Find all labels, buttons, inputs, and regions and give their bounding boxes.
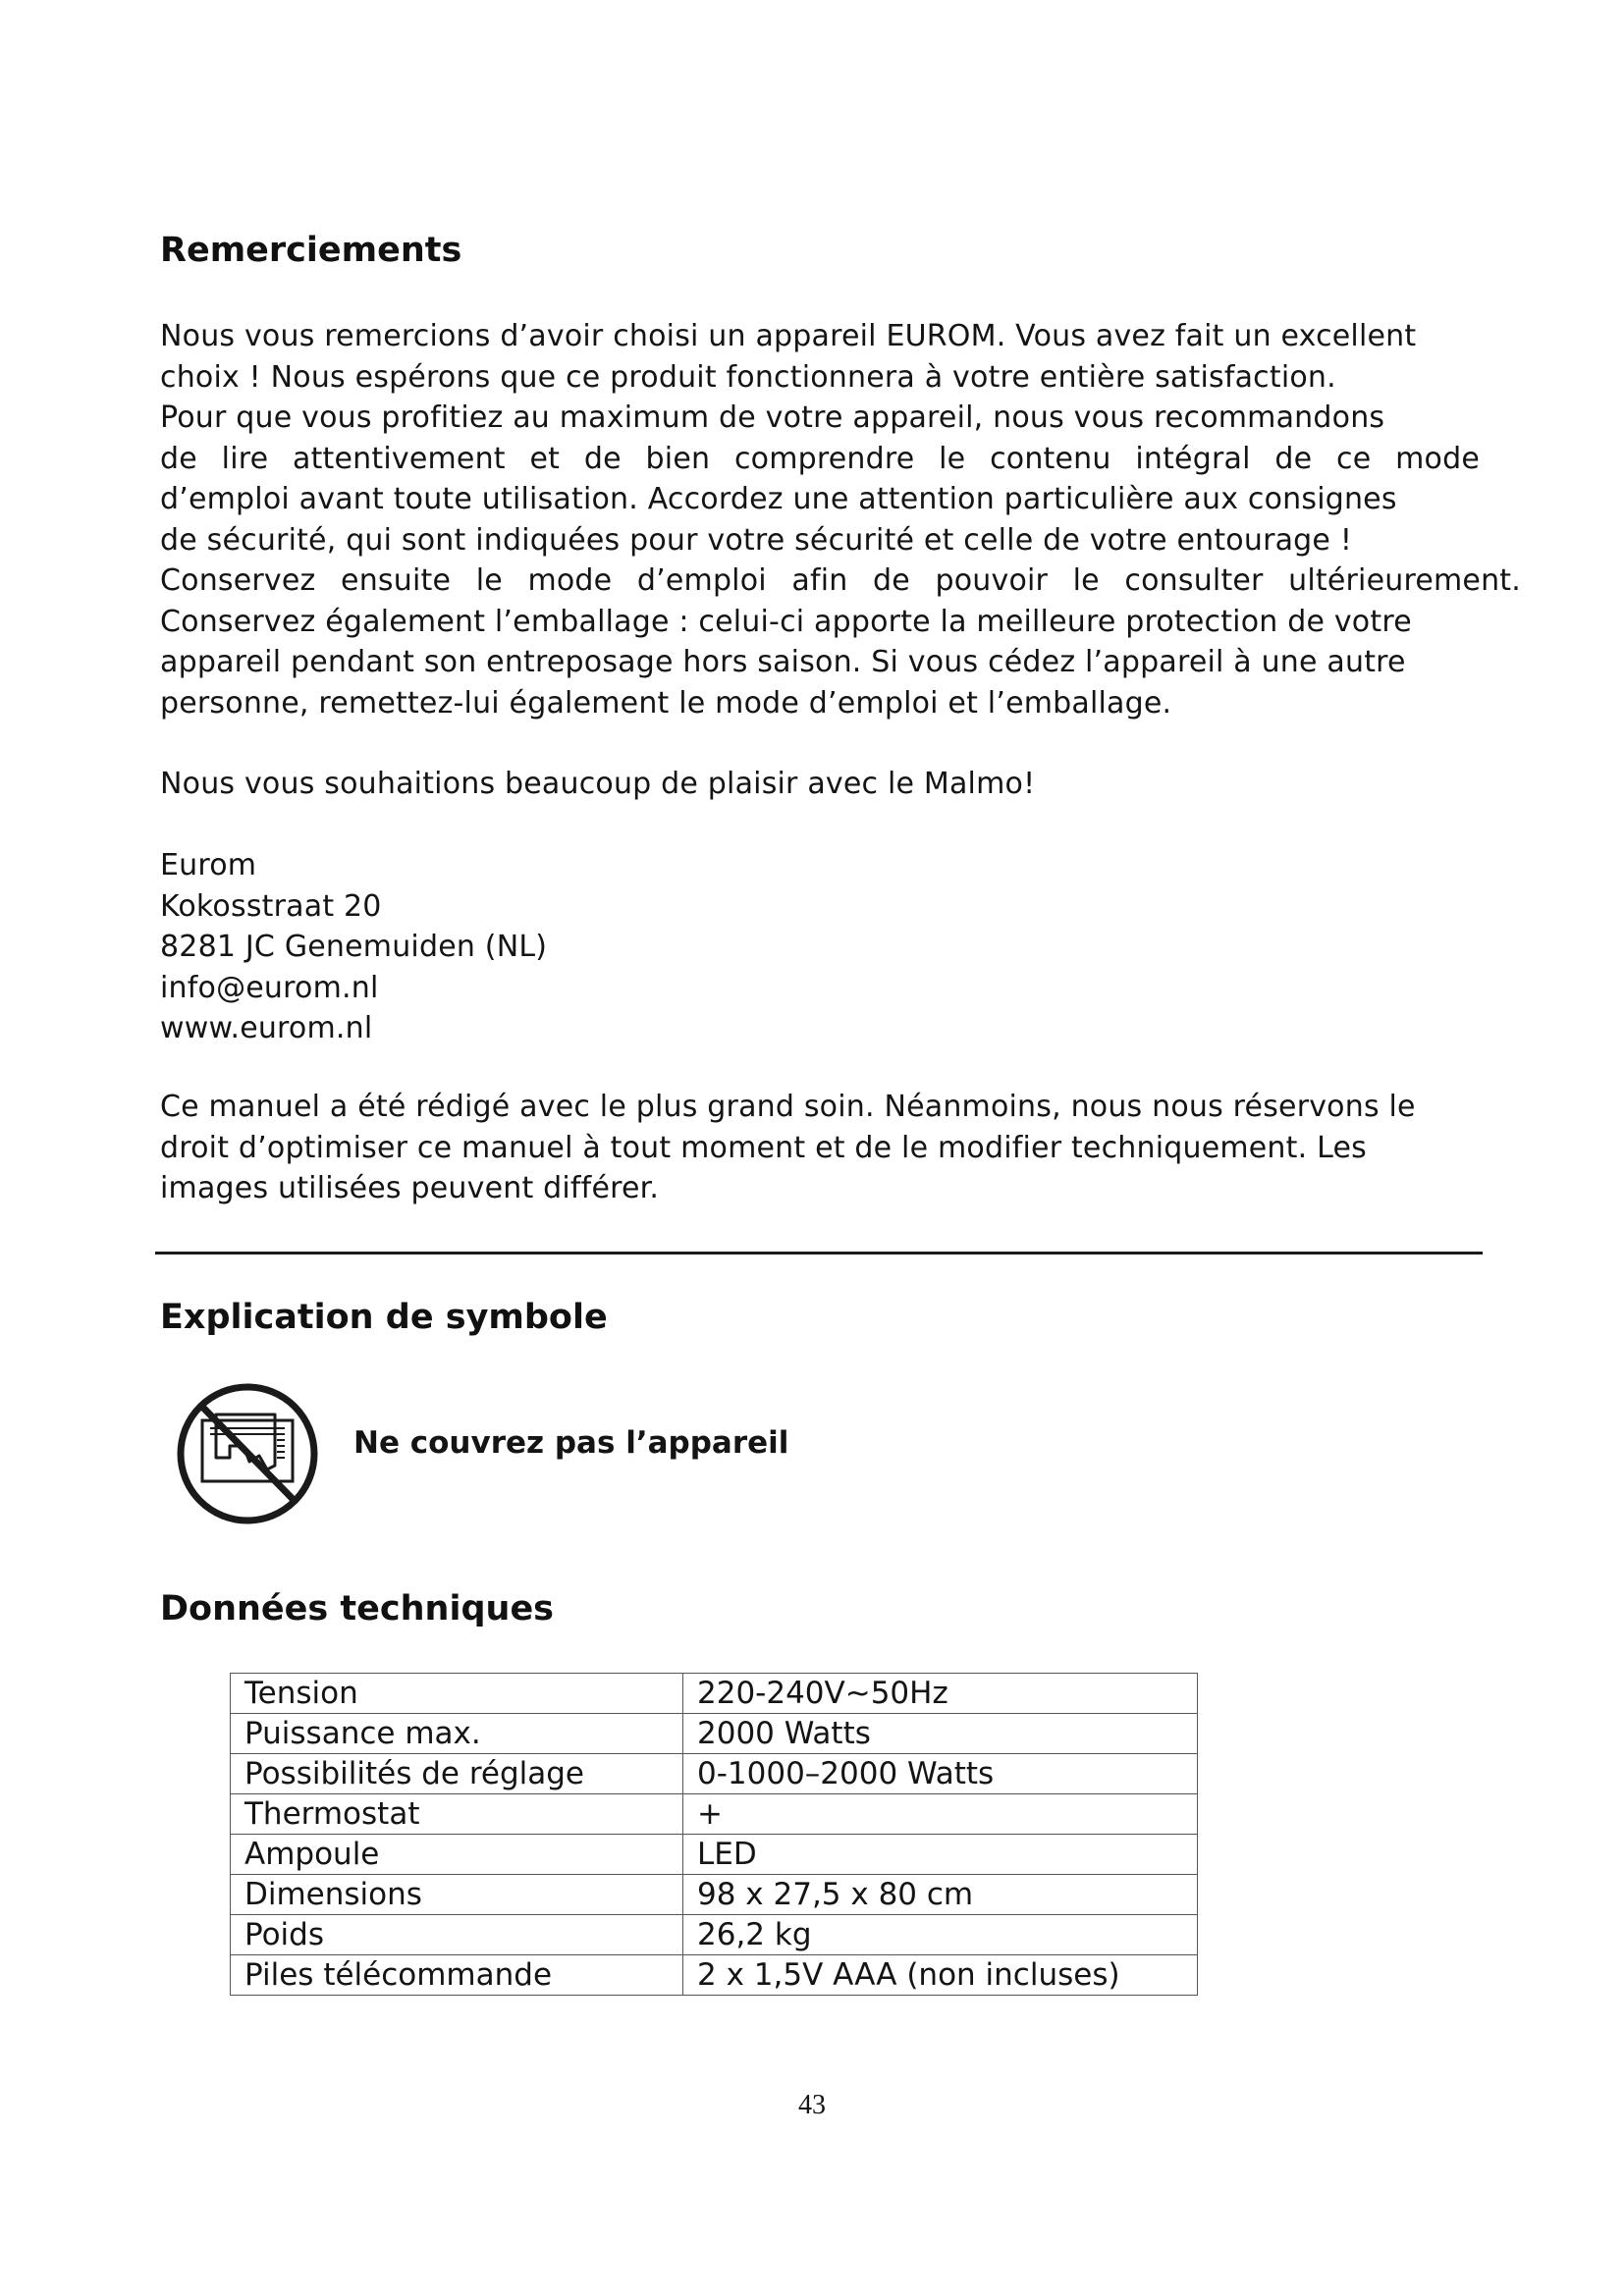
intro-line: d’emploi avant toute utilisation. Accordez une attention particulière aux consignes [160,482,1397,516]
spec-label: Puissance max. [231,1714,683,1754]
spec-value: 220-240V~50Hz [683,1674,1198,1714]
spec-value: 0-1000–2000 Watts [683,1754,1198,1794]
disclaimer-line: droit d’optimiser ce manuel à tout moment et de le modifier techniquement. Les [160,1130,1367,1165]
disclaimer-line: Ce manuel a été rédigé avec le plus grand soin. Néanmoins, nous nous réservons le [160,1090,1416,1124]
intro-line: appareil pendant son entreposage hors saison. Si vous cédez l’appareil à une autre [160,645,1406,679]
spec-value: + [683,1794,1198,1835]
spec-value: LED [683,1835,1198,1875]
intro-line: de lire attentivement et de bien comprendre le contenu intégral de ce mode [160,441,1480,476]
intro-line: Conservez ensuite le mode d’emploi afin de pouvoir le consulter ultérieurement. [160,563,1521,598]
symbols-heading: Explication de symbole [160,1298,608,1337]
company-name: Eurom [160,848,257,882]
do-not-cover-icon [173,1379,322,1528]
intro-line: personne, remettez-lui également le mode d’emploi et l’emballage. [160,685,1172,721]
intro-line: Nous vous remercions d’avoir choisi un appareil EUROM. Vous avez fait un excellent [160,319,1417,353]
table-row [231,1835,1198,1875]
website: www.eurom.nl [160,1011,373,1045]
spec-label: Poids [231,1915,683,1955]
spec-label: Tension [231,1674,683,1714]
spec-label: Dimensions [231,1875,683,1915]
email-address: info@eurom.nl [160,970,379,1005]
table-row [231,1955,1198,1996]
spec-label: Possibilités de réglage [231,1754,683,1794]
table-row [231,1875,1198,1915]
intro-paragraph [160,316,1530,723]
postal-city: 8281 JC Genemuiden (NL) [160,930,548,964]
specs-table [230,1673,1198,1996]
spec-label: Thermostat [231,1794,683,1835]
specs-heading: Données techniques [160,1589,555,1629]
spec-value: 26,2 kg [683,1915,1198,1955]
intro-line: Conservez également l’emballage : celui-ci apporte la meilleure protection de votre [160,604,1412,639]
spec-value: 98 x 27,5 x 80 cm [683,1875,1198,1915]
section-divider [155,1252,1483,1255]
table-row [231,1754,1198,1794]
spec-value: 2000 Watts [683,1714,1198,1754]
disclaimer-line: images utilisées peuvent différer. [160,1171,660,1205]
spec-label: Ampoule [231,1835,683,1875]
intro-line: choix ! Nous espérons que ce produit fonctionnera à votre entière satisfaction. [160,359,1336,395]
table-row [231,1674,1198,1714]
page-number: 43 [798,2090,826,2120]
street-address: Kokosstraat 20 [160,888,382,924]
spec-value: 2 x 1,5V AAA (non incluses) [683,1955,1198,1996]
table-row [231,1794,1198,1835]
disclaimer-paragraph [160,1087,1530,1209]
intro-line: de sécurité, qui sont indiquées pour votre sécurité et celle de votre entourage ! [160,522,1353,558]
intro-line: Pour que vous profitiez au maximum de votre appareil, nous vous recommandons [160,400,1385,435]
table-row [231,1915,1198,1955]
address-block [160,845,1530,1049]
spec-label: Piles télécommande [231,1955,683,1996]
do-not-cover-label: Ne couvrez pas l’appareil [353,1425,789,1461]
table-row [231,1714,1198,1754]
thanks-heading: Remerciements [160,231,462,270]
wish-paragraph: Nous vous souhaitions beaucoup de plaisir avec le Malmo! [160,767,1036,801]
